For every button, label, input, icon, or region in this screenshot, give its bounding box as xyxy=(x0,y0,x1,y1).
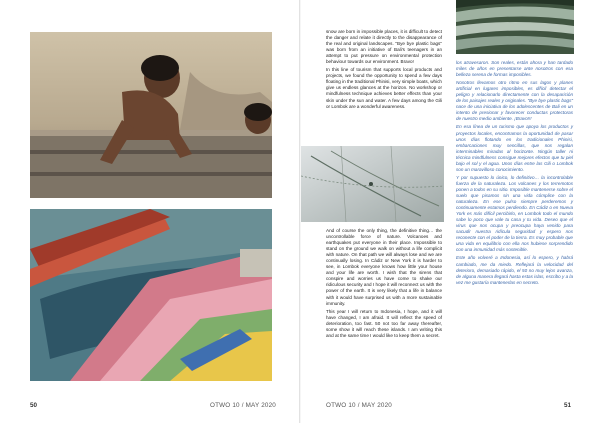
paragraph: Y por supuesto lo único, lo definitivo… la incontrolable fuerza de la naturaleza. Los volcanes y los terremotos ponen a todos en su sitio. Imposible mantenerse sobre el suelo que pisamos sin una vida cómplice con la naturaleza. En ese pulso siempre perderemos y continuamente estamos perdiendo. En Cádiz o en Nueva York es más difícil percibirlo, en Lombok todo el mundo sabe lo poco que vale tu casa y tu vida. Deseo que el virus que nos ocupa y preocupa haya venido para sacudir nuestra ridícula seguridad y espero nos reconecte con el poder de la tierra. Es muy probable que una vida en equilibrio con ella nos hubiese sorprendido con una inmunidad más sostenible. xyxy=(456,174,573,253)
photo-spider-web xyxy=(301,146,444,222)
paragraph: This year I will return to Indonesia, I hope, and it will have changed, I am afraid. It will reflect the speed of deterioration, too fast. 50 not too far away thereafter, some show it will reach these islands. I am writing this and at the same time I would like to keep them a secret. xyxy=(326,308,442,338)
photo-rice-terraces xyxy=(456,0,574,54)
paragraph: los atravesaron. Son reales, están ahora y han tardado miles de años en presentarse ante nosotros con esa belleza serena de formas imposibles. xyxy=(456,60,573,78)
paragraph: In this line of tourism that supports local products and projects, we found the opportunity to spend a few days floating in the traditional Phinisi, very simple boats, which give us endless glances at the horizon. No workshop or mindfulness technique achieves better effects than your skin under the sun and water. A few days among the Gili or Lombok are a wonderful awareness. xyxy=(326,67,442,109)
paragraph: And of course the only thing, the definitive thing… the uncontrollable force of nature. Volcanoes and earthquakes put everyone in their place. Impossible to stand on the ground we walk on without a life complicit with nature. On that path we will always lose and we are continually losing. In Cádiz or New York it is harder to see, in Lombok everyone knows how little your house and your life are worth. I wish that the sirens that conspire and worries us have come to shake our ridiculous security and I hope it will reconnect us with the power of the earth. It is very likely that a life in balance with it would have surprised us with a more sustainable immunity. xyxy=(326,228,442,306)
english-column-bottom xyxy=(326,228,442,341)
photo-colorful-boats xyxy=(30,209,272,381)
spanish-column xyxy=(456,60,573,288)
paragraph: Este año volveré a Indonesia, así lo espero, y habrá cambiado, me da miedo. Reflejará la velocidad del deterioro, demasiado rápido, el 50 no muy lejos avanza, de alguna manera llegará hasta estas islas, escribo y a la vez me gustaría mantenerlas en secreto. xyxy=(456,255,573,285)
paragraph: snow are born in impossible places, it is difficult to detect the danger and relate it directly to the disappearance of the real and original landscapes. "Bye bye plastic bags" was born from an initiative of Bali's teenagers in an attempt to put pressure on environmental protection behaviour towards our environment. Bravo! xyxy=(326,29,442,65)
photo-children-boat xyxy=(30,32,272,198)
english-column-top xyxy=(326,29,442,112)
left-page-number: 50 xyxy=(30,402,38,409)
paragraph: En esa línea de un turismo que apoya los productos y proyectos locales, encontramos la oportunidad de pasar unos días flotando en los tradicionales Phinisi, embarcaciones muy sencillas, que nos regalan interminables miradas al horizonte. Ningún taller ni técnica mindfulness consigue mejores efectos que tu piel bajo el sol y el agua. Unos días entre las Gili o Lombok son un maravilloso conocimiento. xyxy=(456,124,573,172)
paragraph: Nosotros llevamos otro ritmo en sus lagos y planes artificial en lugares imposibles, es difícil detectar el peligro y relacionarlo directamente con la desaparición de los paisajes reales y originales. "Bye bye plastic bags" nace de una iniciativa de los adolescentes de Bali en un intento de presionar y favorecer conductas protectoras de nuestro medio ambiente. ¡Bravo!!! xyxy=(456,80,573,122)
right-footer: OTWO 10 / MAY 2020 xyxy=(326,402,393,409)
right-page-number: 51 xyxy=(564,402,572,409)
left-footer: OTWO 10 / MAY 2020 xyxy=(210,402,277,409)
